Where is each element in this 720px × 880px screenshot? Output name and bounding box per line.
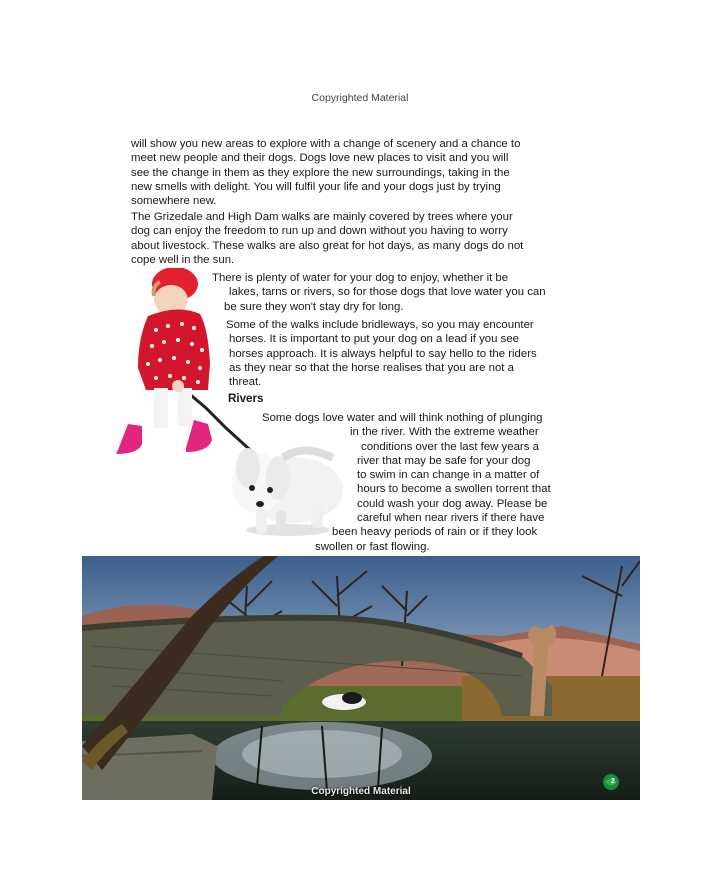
text-line: lakes, tarns or rivers, so for those dogs that love water you can [229, 286, 546, 299]
text-line: The Grizedale and High Dam walks are mainly covered by trees where your [131, 211, 513, 223]
text-line: as they near so that the horse realises that you are not a [229, 361, 514, 374]
text-line: been heavy periods of rain or if they look [332, 526, 538, 539]
text-line: see the change in them as they explore the new surroundings, taking in the [131, 166, 510, 179]
text-line: hours to become a swollen torrent that [357, 483, 551, 496]
paragraph-rivers [0, 411, 551, 554]
text-line: river that may be safe for your dog [357, 454, 531, 467]
text-line: somewhere new. [131, 195, 217, 208]
text-line: conditions over the last few years a [361, 440, 539, 453]
text-line: in the river. With the extreme weather [350, 426, 539, 439]
text-line: careful when near rivers if there have [357, 512, 545, 525]
text-line: threat. [229, 376, 262, 389]
text-line: could wash your dog away. Please be [357, 497, 548, 510]
text-line: There is plenty of water for your dog to enjoy, whether it be [212, 272, 509, 284]
text-line: horses. It is important to put your dog on a lead if you see [229, 333, 519, 346]
text-line: swollen or fast flowing. [315, 540, 430, 553]
text-line: Some dogs love water and will think nothing of plunging [262, 412, 543, 424]
text-line: cope well in the sun. [131, 253, 235, 266]
text-line: about livestock. These walks are also great for hot days, as many dogs do not [131, 239, 524, 252]
header-copyright: Copyrighted Material [311, 92, 409, 104]
text-line: dog can enjoy the freedom to run up and down without you having to worry [131, 225, 508, 238]
text-line: new smells with delight. You will fulfil your life and your dogs just by trying [131, 180, 501, 193]
text-line: meet new people and their dogs. Dogs love new places to visit and you will [131, 152, 509, 165]
page-number: 2 [611, 778, 615, 785]
rivers-heading: Rivers [228, 392, 264, 405]
paragraph-bridleways [0, 318, 537, 389]
stone-bridge-photo [82, 556, 640, 800]
paragraph-water [0, 271, 546, 314]
paragraph-grizedale [131, 210, 523, 267]
paragraph-intro [131, 137, 520, 208]
text-line: Some of the walks include bridleways, so you may encounter [226, 319, 534, 331]
text-line: horses approach. It is always helpful to say hello to the riders [229, 347, 537, 360]
text-line: will show you new areas to explore with a change of scenery and a chance to [131, 138, 521, 150]
footer-copyright: Copyrighted Material [311, 786, 411, 797]
text-line: to swim in can change in a matter of [357, 469, 540, 482]
text-line: be sure they won't stay dry for long. [224, 300, 404, 313]
